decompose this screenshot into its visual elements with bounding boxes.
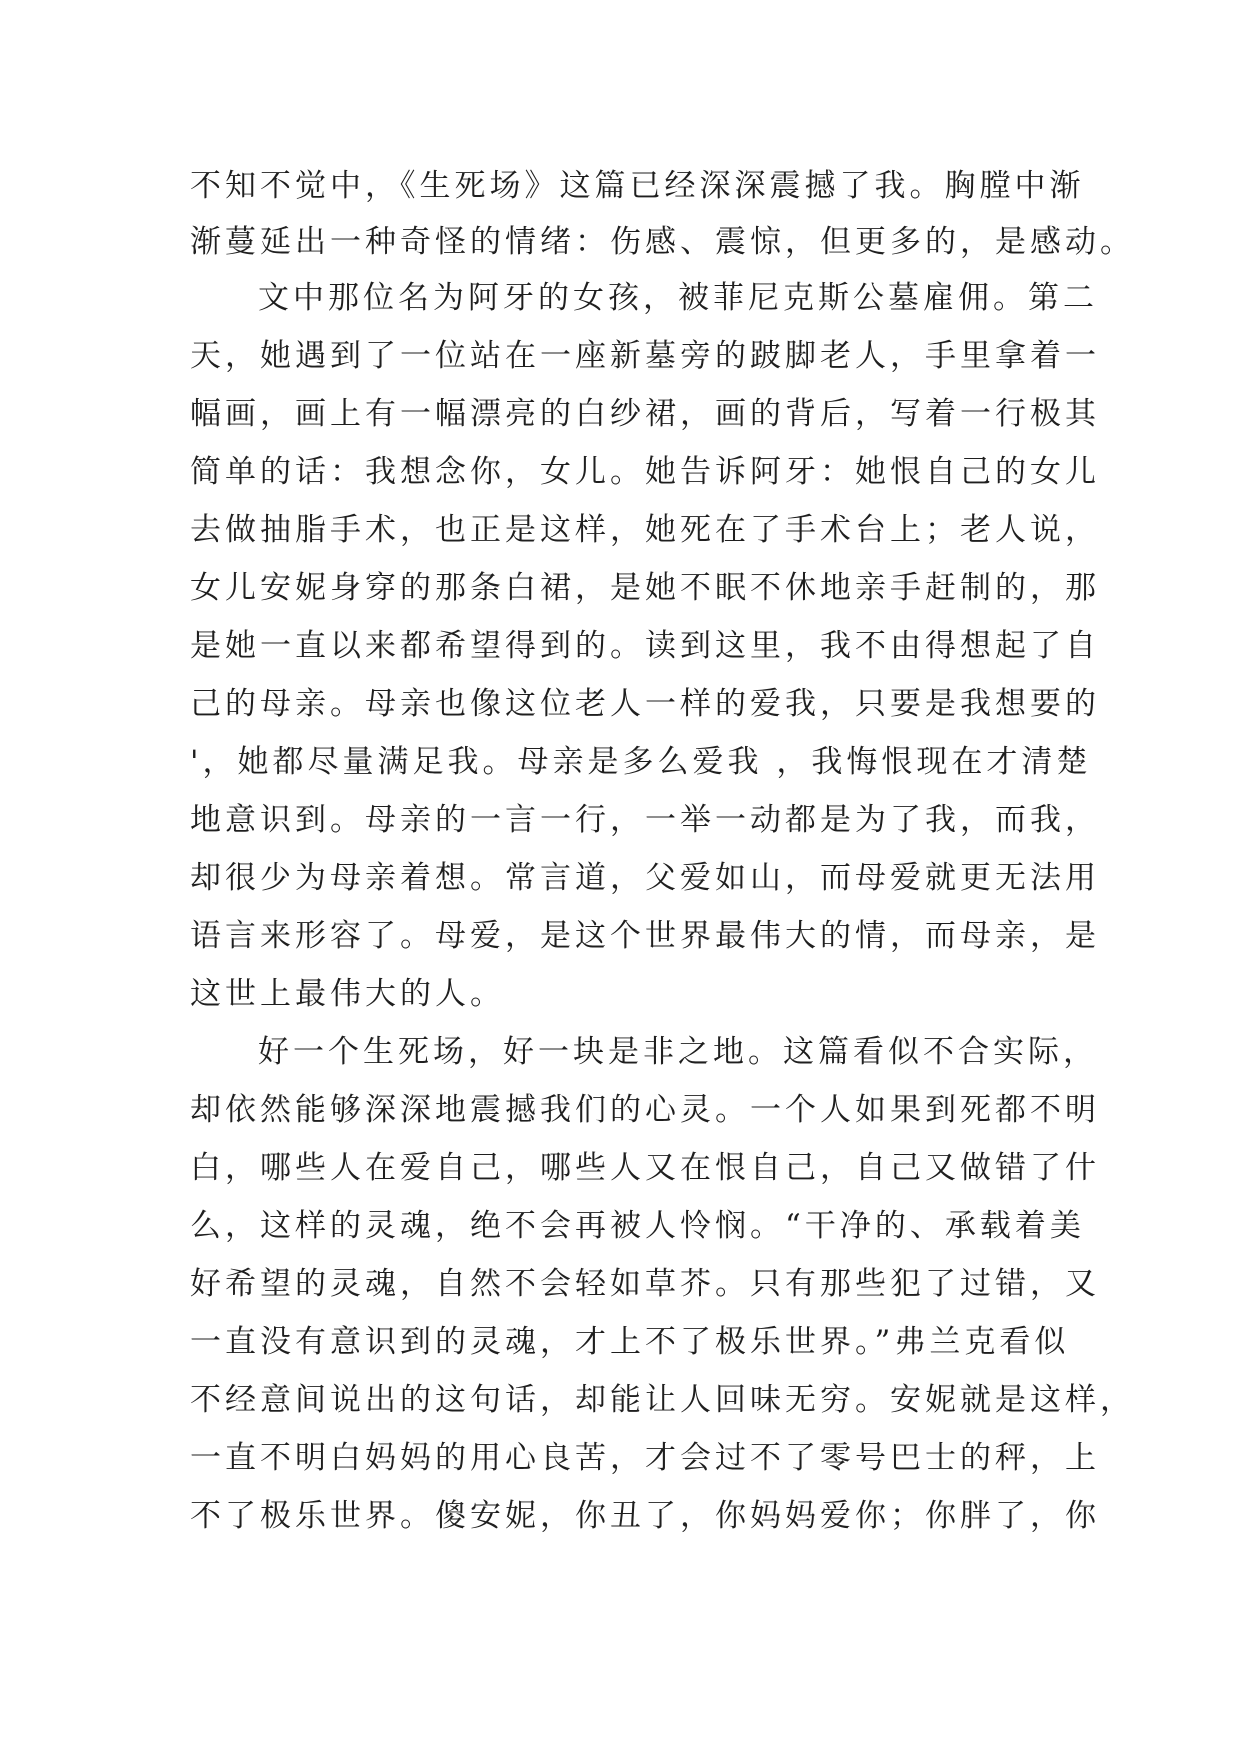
text-line: 却很少为母亲着想。常言道，父爱如山，而母爱就更无法用 — [190, 860, 1100, 896]
text-line: 地意识到。母亲的一言一行，一举一动都是为了我，而我， — [190, 802, 1100, 838]
text-line: 好希望的灵魂，自然不会轻如草芥。只有那些犯了过错，又 — [190, 1266, 1100, 1302]
text-line: 是她一直以来都希望得到的。读到这里，我不由得想起了自 — [190, 628, 1100, 664]
text-line: 一直不明白妈妈的用心良苦，才会过不了零号巴士的秤，上 — [190, 1440, 1100, 1476]
text-line: 么，这样的灵魂，绝不会再被人怜悯。“干净的、承载着美 — [190, 1208, 1085, 1244]
text-line: 渐蔓延出一种奇怪的情绪：伤感、震惊，但更多的，是感动。 — [190, 224, 1135, 260]
text-line: 却依然能够深深地震撼我们的心灵。一个人如果到死都不明 — [190, 1092, 1100, 1128]
text-line: 女儿安妮身穿的那条白裙，是她不眠不休地亲手赶制的，那 — [190, 570, 1100, 606]
paragraph-start-line: 文中那位名为阿牙的女孩，被菲尼克斯公墓雇佣。第二 — [258, 280, 1098, 316]
text-line: '，她都尽量满足我。母亲是多么爱我 ，我悔恨现在才清楚 — [190, 744, 1092, 780]
text-line: 去做抽脂手术，也正是这样，她死在了手术台上；老人说， — [190, 512, 1100, 548]
text-line: 一直没有意识到的灵魂，才上不了极乐世界。”弗兰克看似 — [190, 1324, 1070, 1360]
text-line: 不知不觉中，《生死场》这篇已经深深震撼了我。胸膛中渐 — [190, 168, 1085, 204]
text-line: 不了极乐世界。傻安妮，你丑了，你妈妈爱你；你胖了，你 — [190, 1498, 1100, 1534]
text-line: 不经意间说出的这句话，却能让人回味无穷。安妮就是这样， — [190, 1382, 1135, 1418]
text-line: 语言来形容了。母爱，是这个世界最伟大的情，而母亲，是 — [190, 918, 1100, 954]
paragraph-start-line: 好一个生死场，好一块是非之地。这篇看似不合实际， — [258, 1034, 1098, 1070]
text-line: 白，哪些人在爱自己，哪些人又在恨自己，自己又做错了什 — [190, 1150, 1100, 1186]
text-line: 己的母亲。母亲也像这位老人一样的爱我，只要是我想要的 — [190, 686, 1100, 722]
text-line: 幅画，画上有一幅漂亮的白纱裙，画的背后，写着一行极其 — [190, 396, 1100, 432]
text-line: 这世上最伟大的人。 — [190, 976, 505, 1012]
text-line: 天，她遇到了一位站在一座新墓旁的跛脚老人，手里拿着一 — [190, 338, 1100, 374]
text-line: 简单的话：我想念你，女儿。她告诉阿牙：她恨自己的女儿 — [190, 454, 1100, 490]
